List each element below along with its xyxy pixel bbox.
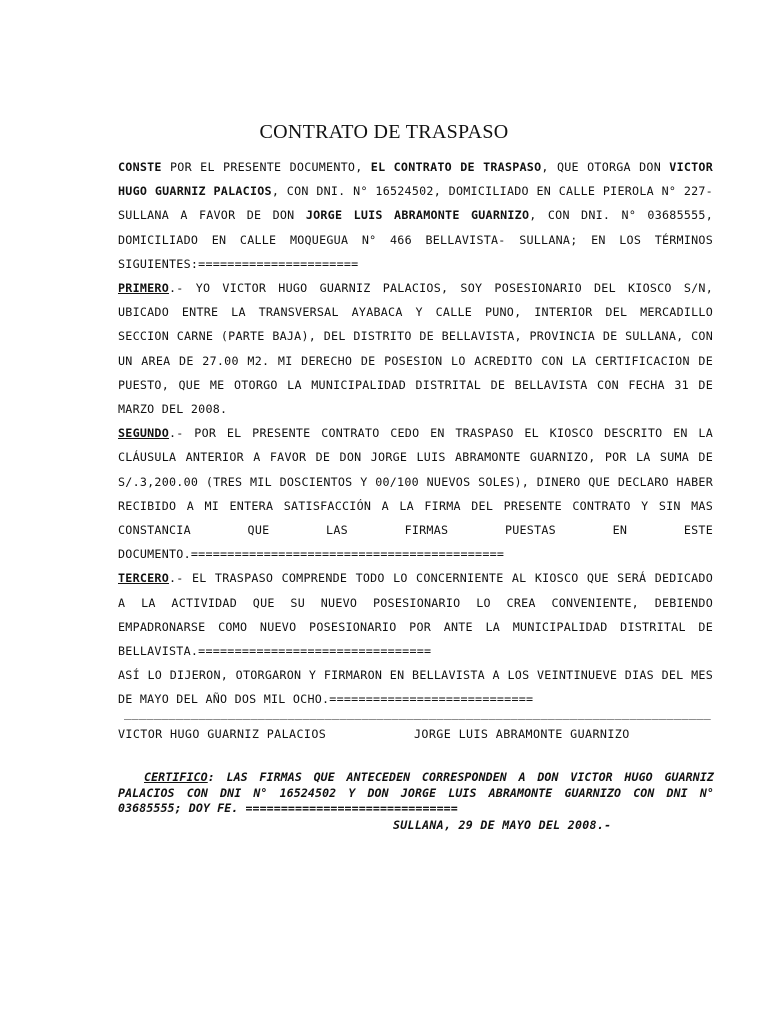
closing-paragraph: ASÍ LO DIJERON, OTORGARON Y FIRMARON EN BELLAVISTA A LOS VEINTINUEVE DIAS DEL MES DE MAYO DEL AÑO DOS MIL OCHO.============================: [118, 668, 713, 707]
contract-body: [118, 155, 713, 712]
clause-text: .- YO VICTOR HUGO GUARNIZ PALACIOS, SOY POSESIONARIO DEL KIOSCO S/N, UBICADO ENTRE LA TRANSVERSAL AYABACA Y CALLE PUNO, INTERIOR DEL MERCADILLO SECCION CARNE (PARTE BAJA), DEL DISTRITO DE BELLAVISTA, PROVINCIA DE SULLANA, CON UN AREA DE 27.00 M2. MI DERECHO DE POSESION LO ACREDITO CON LA CERTIFICACION DE PUESTO, QUE ME OTORGO LA MUNICIPALIDAD DISTRITAL DE BELLAVISTA CON FECHA 31 DE MARZO DEL 2008.: [118, 281, 713, 417]
contract-name: EL CONTRATO DE TRASPASO: [370, 160, 542, 174]
intro-text-1: POR EL PRESENTE DOCUMENTO,: [161, 160, 371, 174]
clause-tercero: [118, 566, 713, 663]
certification-date: SULLANA, 29 DE MAYO DEL 2008.-: [393, 818, 612, 832]
clause-primero: [118, 276, 713, 421]
certification-text: : LAS FIRMAS QUE ANTECEDEN CORRESPONDEN A DON VICTOR HUGO GUARNIZ PALACIOS CON DNI N° 16524502 Y DON JORGE LUIS ABRAMONTE GUARNIZO CON DNI N° 03685555; DOY FE. ==============================: [118, 770, 714, 816]
buyer-signature-line: ________________________________________: [414, 706, 711, 720]
notary-certification: [118, 770, 714, 817]
clause-text: .- EL TRASPASO COMPRENDE TODO LO CONCERNIENTE AL KIOSCO QUE SERÁ DEDICADO A LA ACTIVIDAD QUE SU NUEVO POSESIONARIO LO CREA CONVENIENTE, DEBIENDO EMPADRONARSE COMO NUEVO POSESIONARIO POR ANTE LA MUNICIPALIDAD DISTRITAL DE BELLAVISTA.================================: [118, 571, 713, 659]
buyer-name-inline: JORGE LUIS ABRAMONTE GUARNIZO: [305, 208, 530, 223]
certification-label: CERTIFICO: [144, 770, 208, 784]
intro-lead: CONSTE: [118, 160, 162, 174]
clause-heading: PRIMERO: [118, 281, 170, 296]
intro-text-4: , CON DNI. N° 03685555, DOMICILIADO EN CALLE MOQUEGUA N° 466 BELLAVISTA- SULLANA; EN LOS TÉRMINOS SIGUIENTES:======================: [118, 208, 714, 271]
seller-signature-line: ________________________________________: [124, 706, 421, 720]
clause-segundo: [118, 421, 713, 566]
buyer-signature-name: JORGE LUIS ABRAMONTE GUARNIZO: [414, 727, 630, 741]
intro-text-2: , QUE OTORGA DON: [541, 160, 670, 174]
clause-text: .- POR EL PRESENTE CONTRATO CEDO EN TRASPASO EL KIOSCO DESCRITO EN LA CLÁUSULA ANTERIOR A FAVOR DE DON JORGE LUIS ABRAMONTE GUARNIZO, POR LA SUMA DE S/.3,200.00 (TRES MIL DOSCIENTOS Y 00/100 NUEVOS SOLES), DINERO QUE DECLARO HABER RECIBIDO A MI ENTERA SATISFACCIÓN A LA FIRMA DEL PRESENTE CONTRATO Y SIN MAS CONSTANCIA QUE LAS FIRMAS PUESTAS EN ESTE DOCUMENTO.===========================================: [118, 426, 713, 562]
intro-text-3: , CON DNI. N° 16524502, DOMICILIADO EN CALLE PIEROLA N° 227- SULLANA A FAVOR DE DON: [118, 184, 713, 223]
document-title: CONTRATO DE TRASPASO: [259, 121, 509, 143]
seller-signature-name: VICTOR HUGO GUARNIZ PALACIOS: [118, 727, 327, 741]
clause-heading: SEGUNDO: [118, 426, 170, 441]
clause-heading: TERCERO: [118, 571, 170, 586]
intro-paragraph: [118, 155, 713, 276]
seller-name-inline: VICTOR HUGO GUARNIZ PALACIOS: [118, 160, 714, 199]
